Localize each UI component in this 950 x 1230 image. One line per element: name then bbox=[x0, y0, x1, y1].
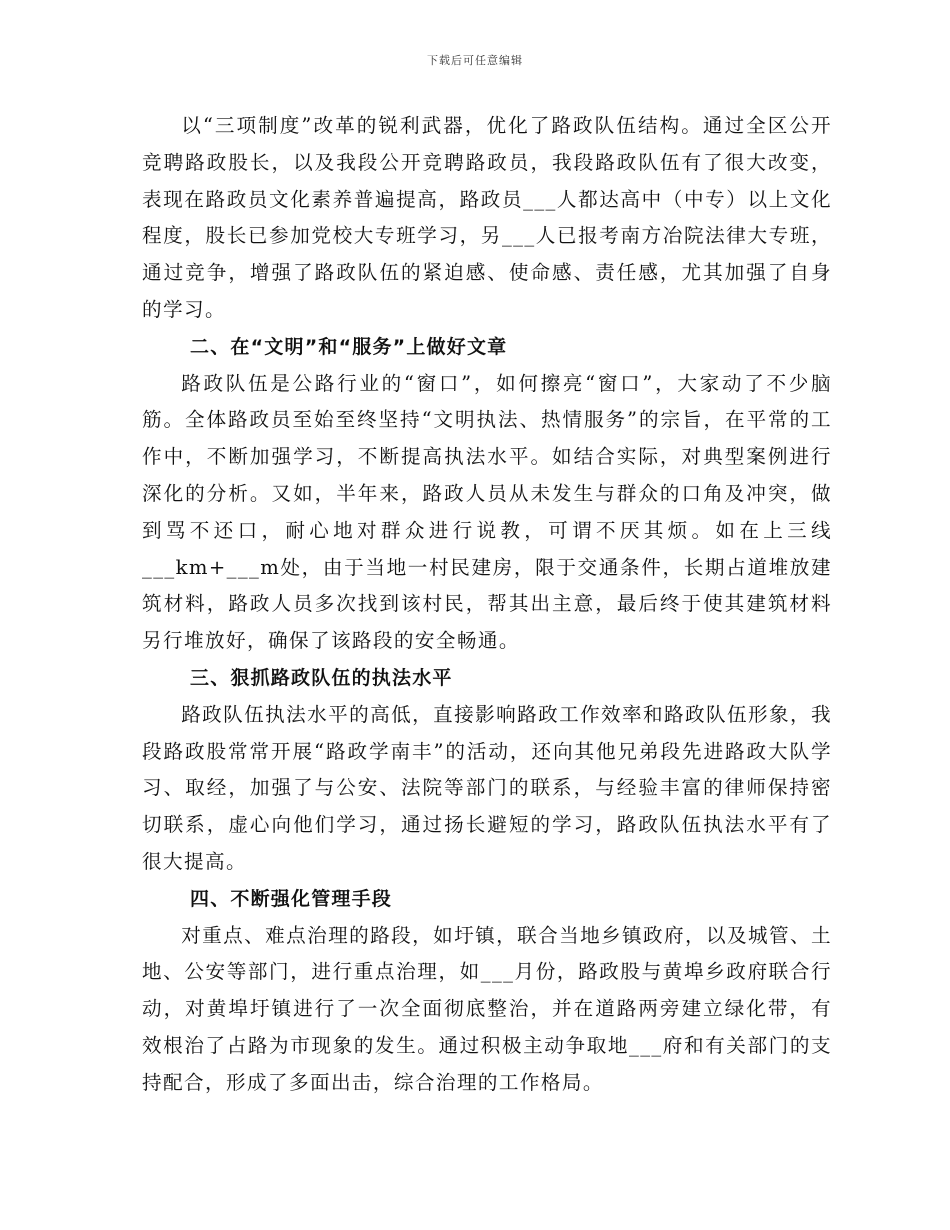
paragraph-personnel-reform: 以“三项制度”改革的锐利武器，优化了路政队伍结构。通过全区公开竞聘路政股长，以及我段公开竞聘路政员，我段路政队伍有了很大改变，表现在路政员文化素养普遍提高，路政员___人都达高中（中专）以上文化程度，股长已参加党校大专班学习，另___人已报考南方冶院法律大专班，通过竞争，增强了路政队伍的紧迫感、使命感、责任感，尤其加强了自身的学习。 bbox=[142, 114, 832, 321]
section-heading-management: 四、不断强化管理手段 bbox=[190, 887, 393, 910]
section-heading-civility-service: 二、在“文明”和“服务”上做好文章 bbox=[190, 335, 508, 358]
paragraph-law-enforcement: 路政队伍执法水平的高低，直接影响路政工作效率和路政队伍形象，我段路政股常常开展“路政学南丰”的活动，还向其他兄弟段先进路政大队学习、取经，加强了与公安、法院等部门的联系，与经验丰富的律师保持密切联系，虚心向他们学习，通过扬长避短的学习，路政队伍执法水平有了很大提高。 bbox=[142, 702, 832, 873]
paragraph-civility-service: 路政队伍是公路行业的“窗口”，如何擦亮“窗口”，大家动了不少脑筋。全体路政员至始至终坚持“文明执法、热情服务”的宗旨，在平常的工作中，不断加强学习，不断提高执法水平。如结合实际，对典型案例进行深化的分析。又如，半年来，路政人员从未发生与群众的口角及冲突，做到骂不还口，耐心地对群众进行说教，可谓不厌其烦。如在上三线___km+___m处，由于当地一村民建房，限于交通条件，长期占道堆放建筑材料，路政人员多次找到该村民，帮其出主意，最后终于使其建筑材料另行堆放好，确保了该路段的安全畅通。 bbox=[142, 371, 832, 653]
page-header-note: 下载后可任意编辑 bbox=[427, 54, 523, 67]
section-heading-law-enforcement: 三、狠抓路政队伍的执法水平 bbox=[190, 666, 453, 689]
document-body bbox=[142, 108, 832, 1102]
paragraph-management: 对重点、难点治理的路段，如圩镇，联合当地乡镇政府，以及城管、土地、公安等部门，进行重点治理，如___月份，路政股与黄埠乡政府联合行动，对黄埠圩镇进行了一次全面彻底整治，并在道路两旁建立绿化带，有效根治了占路为市现象的发生。通过积极主动争取地___府和有关部门的支持配合，形成了多面出击，综合治理的工作格局。 bbox=[142, 923, 832, 1094]
